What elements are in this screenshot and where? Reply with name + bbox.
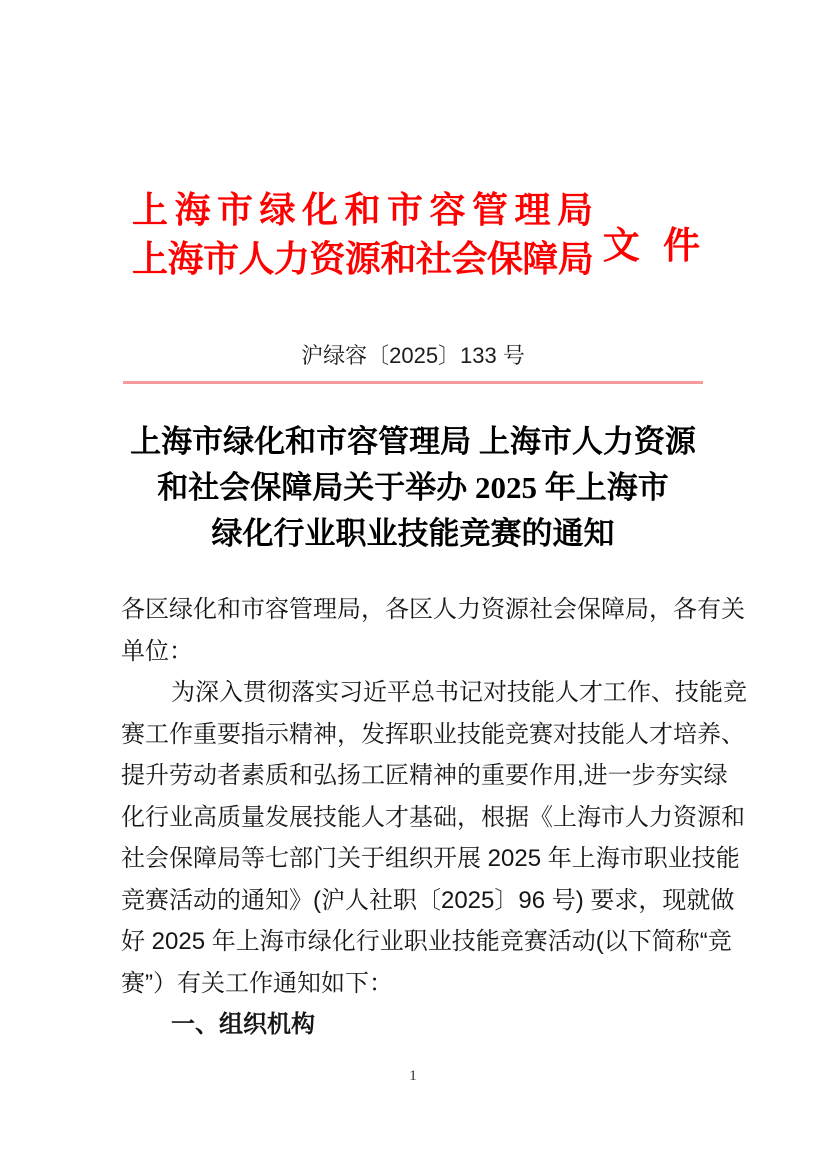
org-name-line-1: 上海市绿化和市容管理局 <box>132 190 593 230</box>
salutation-line-1: 各区绿化和市容管理局，各区人力资源社会保障局，各有关 <box>121 596 745 623</box>
salutation-line-2: 单位： <box>121 637 193 665</box>
body-line: 化行业高质量发展技能人才基础，根据《上海市人力资源和 <box>121 803 745 831</box>
body-line: 赛”）有关工作通知如下： <box>121 969 393 997</box>
document-title <box>110 419 716 557</box>
issuing-org-names <box>132 186 593 284</box>
body-line: 竞赛活动的通知》(沪人社职〔2025〕96 号) 要求，现就做 <box>121 886 735 914</box>
org-name-line-2: 上海市人力资源和社会保障局 <box>132 239 593 279</box>
letterhead <box>132 186 700 284</box>
title-line-1: 上海市绿化和市容管理局 上海市人力资源 <box>130 424 696 459</box>
title-line-3: 绿化行业职业技能竞赛的通知 <box>211 516 615 551</box>
body-line: 好 2025 年上海市绿化行业职业技能竞赛活动(以下简称“竞 <box>121 928 732 955</box>
title-line-2: 和社会保障局关于举办 2025 年上海市 <box>157 470 669 505</box>
body-line: 社会保障局等七部门关于组织开展 2025 年上海市职业技能 <box>121 845 740 872</box>
section-heading: 一、组织机构 <box>171 1011 315 1038</box>
doc-number: 沪绿容〔2025〕133 号 <box>301 343 525 368</box>
red-divider-rule <box>123 381 703 384</box>
document-body <box>121 589 747 1046</box>
body-line: 提升劳动者素质和弘扬工匠精神的重要作用,进一步夯实绿 <box>121 762 728 789</box>
doc-type-label: 文 件 <box>602 226 700 267</box>
body-line: 赛工作重要指示精神，发挥职业技能竞赛对技能人才培养、 <box>121 720 745 748</box>
body-line: 为深入贯彻落实习近平总书记对技能人才工作、技能竞 <box>171 679 747 706</box>
page-number: 1 <box>409 1068 417 1084</box>
